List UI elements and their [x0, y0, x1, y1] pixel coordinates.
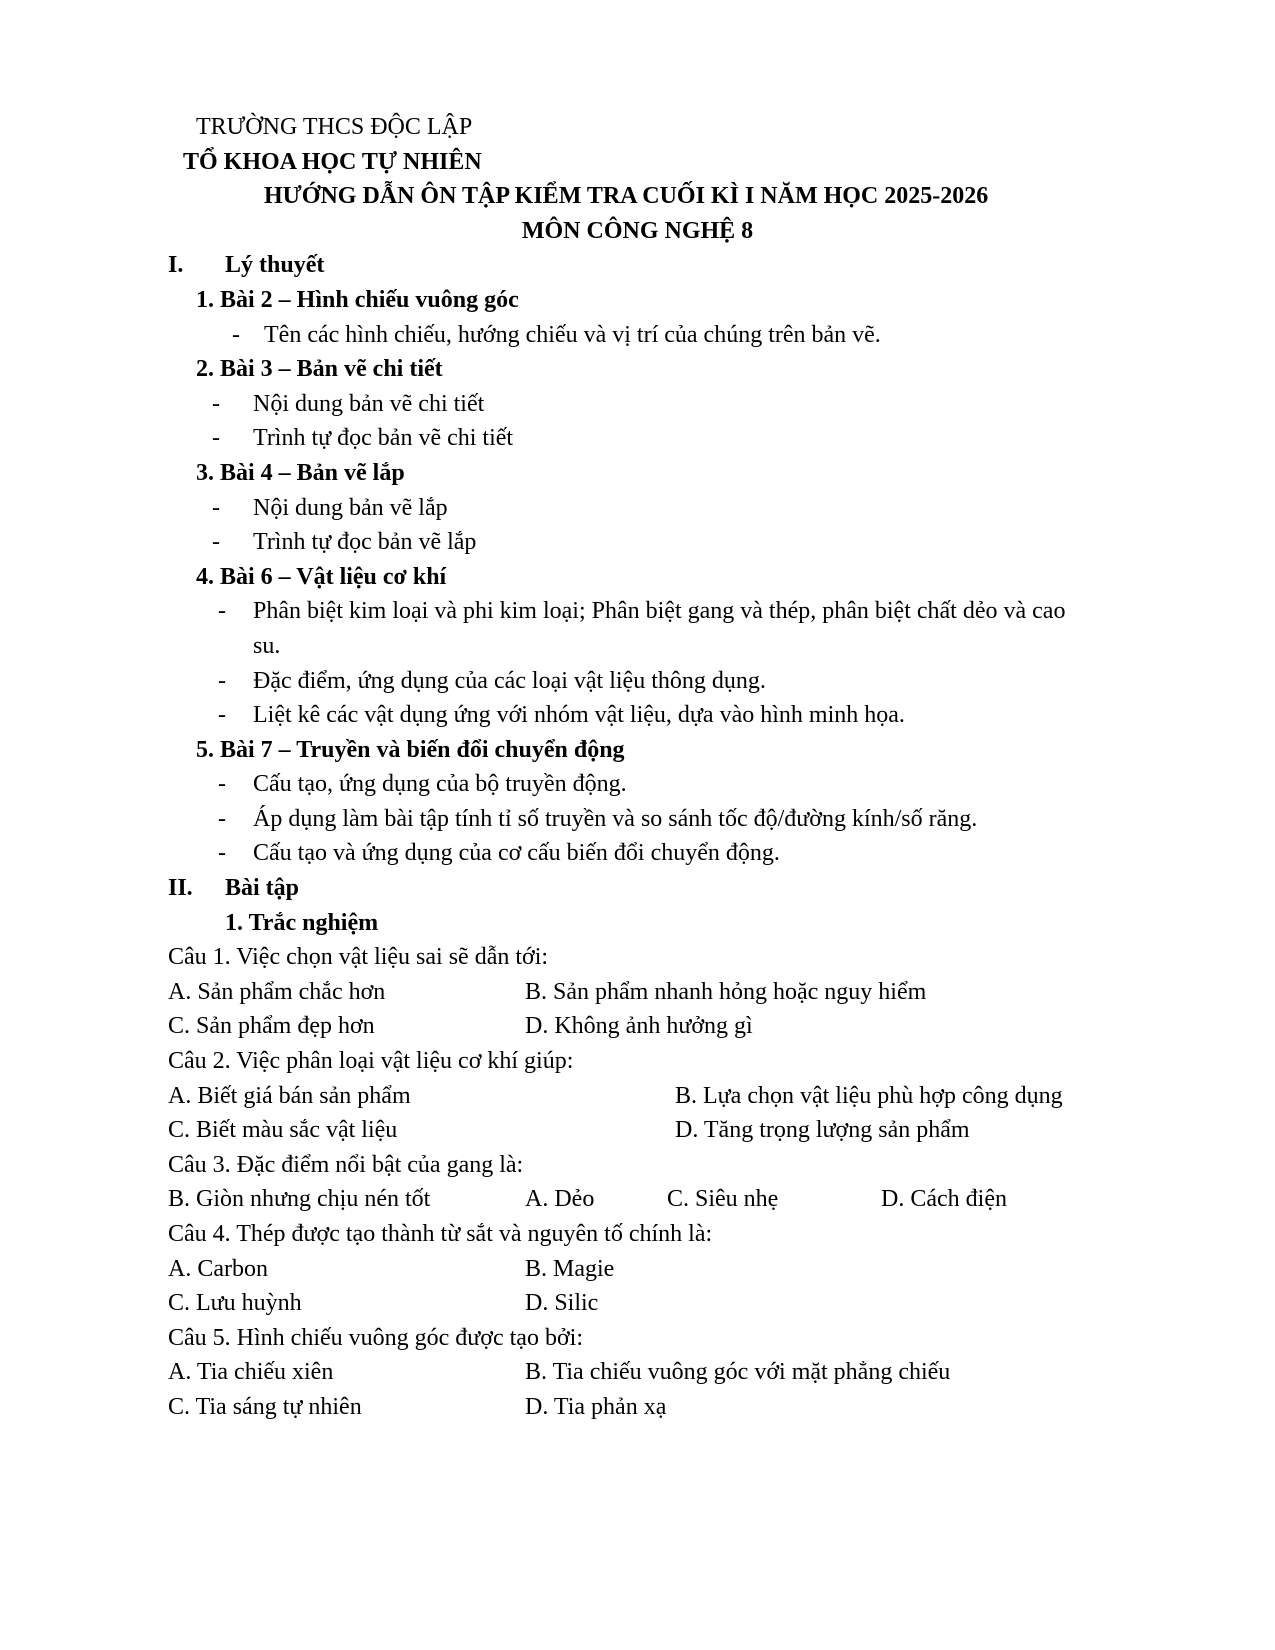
question-4: Câu 4. Thép được tạo thành từ sắt và nguyên tố chính là:: [168, 1221, 713, 1247]
options-row: [0, 975, 1275, 1010]
dash-bullet: -: [218, 598, 226, 625]
q1-option-d: D. Không ảnh hưởng gì: [525, 1013, 753, 1040]
question-5: Câu 5. Hình chiếu vuông góc được tạo bởi:: [168, 1324, 583, 1351]
dash-bullet: -: [232, 321, 240, 348]
lesson-4-bullet-1: Phân biệt kim loại và phi kim loại; Phân biệt gang và thép, phân biệt chất dẻo và cao: [253, 598, 1066, 625]
lesson-5-bullet-1: Cấu tạo, ứng dụng của bộ truyền động.: [253, 771, 627, 798]
list-item: [0, 525, 1275, 560]
list-item: [0, 421, 1275, 456]
options-row: [0, 1252, 1275, 1287]
section-2-number: II.: [168, 875, 193, 902]
q2-option-c: C. Biết màu sắc vật liệu: [168, 1117, 398, 1144]
lesson-1-title: 1. Bài 2 – Hình chiếu vuông góc: [196, 286, 519, 313]
list-item: [0, 491, 1275, 526]
q2-option-d: D. Tăng trọng lượng sản phẩm: [675, 1117, 970, 1144]
question-2: Câu 2. Việc phân loại vật liệu cơ khí giúp:: [168, 1048, 574, 1075]
list-item: [0, 594, 1275, 629]
dash-bullet: -: [218, 805, 226, 832]
options-row: [0, 1355, 1275, 1390]
lesson-heading: [0, 456, 1275, 491]
list-item: [0, 698, 1275, 733]
lesson-3-bullet-1: Nội dung bản vẽ lắp: [253, 494, 448, 521]
question-line: [0, 1044, 1275, 1079]
section-2-title: Bài tập: [225, 875, 300, 902]
q4-option-d: D. Silic: [525, 1290, 599, 1317]
list-item: [0, 767, 1275, 802]
lesson-heading: [0, 352, 1275, 387]
list-item-continuation: [0, 629, 1275, 664]
header-title-line: [0, 179, 1275, 214]
q2-option-b: B. Lựa chọn vật liệu phù hợp công dụng: [675, 1082, 1063, 1109]
q1-option-b: B. Sản phẩm nhanh hỏng hoặc nguy hiểm: [525, 978, 927, 1005]
q5-option-a: A. Tia chiếu xiên: [168, 1359, 334, 1386]
q1-option-c: C. Sản phẩm đẹp hơn: [168, 1013, 375, 1040]
q4-option-b: B. Magie: [525, 1255, 615, 1282]
q3-option-c: C. Siêu nhẹ: [667, 1186, 779, 1213]
lesson-4-bullet-1-cont: su.: [253, 632, 281, 659]
q3-option-b: B. Giòn nhưng chịu nén tốt: [168, 1186, 431, 1213]
options-row: [0, 1182, 1275, 1217]
dash-bullet: -: [212, 494, 220, 521]
dash-bullet: -: [218, 702, 226, 729]
lesson-heading: [0, 283, 1275, 318]
q1-option-a: A. Sản phẩm chắc hơn: [168, 978, 386, 1005]
lesson-4-bullet-2: Đặc điểm, ứng dụng của các loại vật liệu thông dụng.: [253, 667, 766, 694]
list-item: [0, 664, 1275, 699]
question-line: [0, 940, 1275, 975]
header-school-line: [0, 110, 1275, 145]
question-line: [0, 1321, 1275, 1356]
q5-option-b: B. Tia chiếu vuông góc với mặt phẳng chiếu: [525, 1359, 951, 1386]
options-row: [0, 1286, 1275, 1321]
lesson-5-bullet-2: Áp dụng làm bài tập tính tỉ số truyền và so sánh tốc độ/đường kính/số răng.: [253, 805, 978, 832]
document-title: HƯỚNG DẪN ÔN TẬP KIỂM TRA CUỐI KÌ I NĂM HỌC 2025-2026: [264, 183, 989, 210]
lesson-2-bullet-2: Trình tự đọc bản vẽ chi tiết: [253, 425, 514, 452]
dash-bullet: -: [212, 529, 220, 556]
options-row: [0, 1113, 1275, 1148]
dash-bullet: -: [218, 771, 226, 798]
section-2-subheading: [0, 906, 1275, 941]
school-name: TRƯỜNG THCS ĐỘC LẬP: [196, 114, 473, 140]
question-3: Câu 3. Đặc điểm nổi bật của gang là:: [168, 1151, 524, 1178]
q2-option-a: A. Biết giá bán sản phẩm: [168, 1082, 411, 1109]
dash-bullet: -: [212, 425, 220, 452]
q4-option-a: A. Carbon: [168, 1255, 268, 1282]
section-1-title: Lý thuyết: [225, 252, 325, 279]
header-subject-line: [0, 214, 1275, 249]
lesson-5-title: 5. Bài 7 – Truyền và biến đổi chuyển động: [196, 736, 625, 763]
multiple-choice-title: 1. Trắc nghiệm: [225, 909, 379, 936]
lesson-2-bullet-1: Nội dung bản vẽ chi tiết: [253, 390, 485, 417]
lesson-heading: [0, 733, 1275, 768]
document-page: [0, 110, 1275, 1425]
dash-bullet: -: [212, 390, 220, 417]
q3-option-d: D. Cách điện: [881, 1186, 1007, 1213]
department-name: TỔ KHOA HỌC TỰ NHIÊN: [183, 148, 482, 175]
lesson-3-title: 3. Bài 4 – Bản vẽ lắp: [196, 459, 405, 486]
header-department-line: [0, 145, 1275, 180]
section-2-heading: [0, 871, 1275, 906]
q3-option-a: A. Dẻo: [525, 1186, 595, 1213]
section-1-number: I.: [168, 252, 184, 279]
q5-option-c: C. Tia sáng tự nhiên: [168, 1393, 362, 1420]
q4-option-c: C. Lưu huỳnh: [168, 1290, 302, 1317]
lesson-2-title: 2. Bài 3 – Bản vẽ chi tiết: [196, 356, 443, 383]
question-line: [0, 1217, 1275, 1252]
options-row: [0, 1390, 1275, 1425]
section-1-heading: [0, 248, 1275, 283]
list-item: [0, 387, 1275, 422]
dash-bullet: -: [218, 840, 226, 867]
list-item: [0, 802, 1275, 837]
dash-bullet: -: [218, 667, 226, 694]
lesson-heading: [0, 560, 1275, 595]
question-line: [0, 1148, 1275, 1183]
q5-option-d: D. Tia phản xạ: [525, 1393, 667, 1420]
list-item: [0, 836, 1275, 871]
lesson-4-title: 4. Bài 6 – Vật liệu cơ khí: [196, 563, 447, 590]
lesson-4-bullet-3: Liệt kê các vật dụng ứng với nhóm vật liệu, dựa vào hình minh họa.: [253, 702, 905, 729]
lesson-1-bullet-1: Tên các hình chiếu, hướng chiếu và vị trí của chúng trên bản vẽ.: [264, 321, 881, 348]
question-1: Câu 1. Việc chọn vật liệu sai sẽ dẫn tới:: [168, 944, 549, 971]
lesson-5-bullet-3: Cấu tạo và ứng dụng của cơ cấu biến đổi chuyển động.: [253, 840, 780, 867]
list-item: [0, 318, 1275, 353]
options-row: [0, 1079, 1275, 1114]
options-row: [0, 1009, 1275, 1044]
subject-title: MÔN CÔNG NGHỆ 8: [521, 217, 754, 244]
lesson-3-bullet-2: Trình tự đọc bản vẽ lắp: [253, 529, 477, 556]
